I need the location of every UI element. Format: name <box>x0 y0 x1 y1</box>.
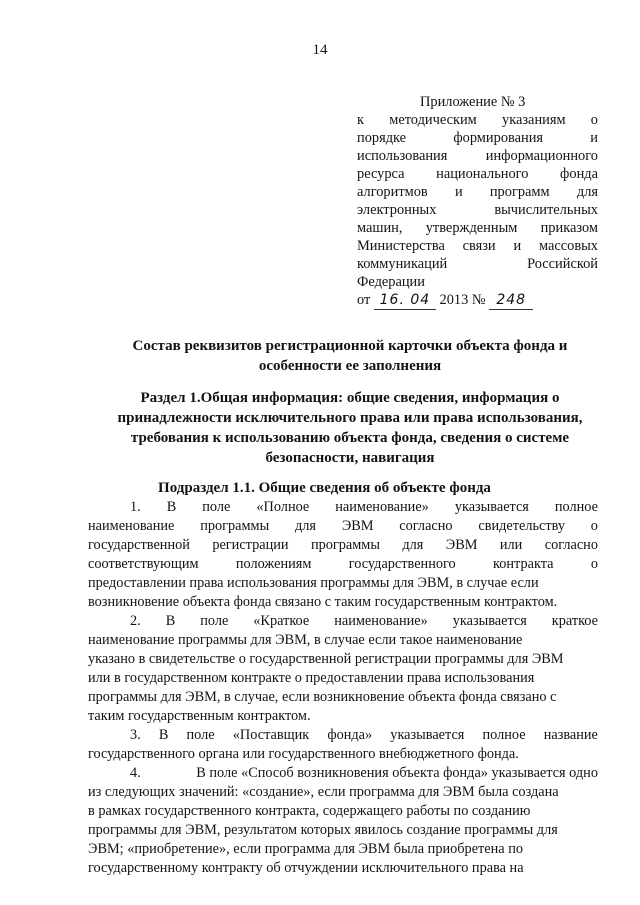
appendix-word: и <box>590 130 598 146</box>
paragraph-word: наименование» <box>334 613 428 629</box>
paragraph-word: «Поставщик <box>232 727 310 743</box>
paragraph-word: полное <box>482 727 526 743</box>
paragraph <box>88 498 598 612</box>
paragraph-line: ЭВМ; «приобретение», если программа для ЭВМ была приобретена по <box>88 841 524 857</box>
paragraph-word: указывается <box>454 499 529 515</box>
paragraph-line: из следующих значений: «создание», если программа для ЭВМ была создана <box>88 784 559 800</box>
paragraph-word: 2. <box>130 613 141 629</box>
number-handwritten: 248 <box>489 291 533 310</box>
section-title-line: принадлежности исключительного права или права использования, <box>117 410 583 426</box>
section-title-line: требования к использованию объекта фонда, сведения о системе <box>130 430 570 446</box>
appendix-word: вычислительных <box>494 202 598 218</box>
appendix-word: формирования <box>453 130 544 146</box>
paragraph-word: «Полное <box>256 499 310 515</box>
appendix-word: и <box>454 184 463 200</box>
appendix-word: связи <box>462 238 496 254</box>
paragraph-word: полное <box>554 499 598 515</box>
paragraph-word: или <box>499 537 523 553</box>
paragraph <box>88 764 598 878</box>
appendix-word: программ <box>489 184 550 200</box>
appendix-heading: Приложение № 3 <box>420 94 526 110</box>
paragraph-word: В <box>165 613 176 629</box>
paragraph-word: ЭВМ <box>445 537 478 553</box>
paragraph-word: В <box>166 499 177 515</box>
paragraph-line: программы для ЭВМ, результатом которых явилось создание программы для <box>88 822 558 838</box>
appendix-line <box>357 165 598 183</box>
appendix-line <box>357 201 598 219</box>
paragraph-line <box>88 612 598 631</box>
appendix-word: ресурса <box>357 166 405 182</box>
paragraph-word: поле <box>200 613 229 629</box>
paragraph-word: программы <box>200 518 270 534</box>
paragraph-word: для <box>295 518 317 534</box>
paragraph-word: «Краткое <box>253 613 310 629</box>
appendix-word: информационного <box>485 148 598 164</box>
paragraph-word: наименование» <box>335 499 429 515</box>
paragraph-word: 3. <box>130 727 141 743</box>
paragraph-word: согласно <box>544 537 598 553</box>
appendix-word: Министерства <box>357 238 445 254</box>
paragraph-word: указывается <box>452 613 527 629</box>
paragraph-word: краткое <box>551 613 598 629</box>
paragraph-line <box>88 536 598 555</box>
paragraph-line <box>88 498 598 517</box>
appendix-word: Российской <box>527 256 598 272</box>
paragraph-line: или в государственном контракте о предоставлении права использования <box>88 670 535 686</box>
appendix-last-line: Федерации <box>357 274 425 290</box>
paragraph-word: соответствующим <box>88 556 199 572</box>
appendix-word: использования <box>357 148 448 164</box>
appendix-line <box>357 129 598 147</box>
appendix-word: для <box>576 184 598 200</box>
subsection-title: Подраздел 1.1. Общие сведения об объекте фонда <box>158 480 491 496</box>
paragraph-word: государственного <box>348 556 456 572</box>
paragraph-word: поле <box>202 499 231 515</box>
paragraph-line: таким государственным контрактом. <box>88 708 311 724</box>
paragraph-word: государственной <box>88 537 190 553</box>
appendix-word: к <box>357 112 364 128</box>
document-title <box>64 336 636 376</box>
appendix-line <box>357 237 598 255</box>
appendix-word: электронных <box>357 202 437 218</box>
appendix-word: методическим <box>389 112 477 128</box>
paragraph-word: о <box>590 518 598 534</box>
section-title-line: Раздел 1.Общая информация: общие сведения, информация о <box>140 390 560 406</box>
appendix-lines <box>357 111 598 273</box>
appendix-block <box>357 93 598 310</box>
appendix-date-line <box>357 291 598 310</box>
paragraph-word: название <box>543 727 598 743</box>
appendix-word: массовых <box>538 238 598 254</box>
paragraph-word: указывается <box>390 727 465 743</box>
date-prefix: от <box>357 292 371 308</box>
paragraph <box>88 612 598 726</box>
paragraph-line: возникновение объекта фонда связано с таким государственным контрактом. <box>88 594 558 610</box>
appendix-word: фонда <box>560 166 598 182</box>
appendix-line <box>357 111 598 129</box>
paragraph-line: предоставлении права использования программы для ЭВМ, в случае если <box>88 575 539 591</box>
document-title-line: особенности ее заполнения <box>258 358 442 374</box>
paragraph-line: наименование программы для ЭВМ, в случае если такое наименование <box>88 632 523 648</box>
section-title-line: безопасности, навигация <box>265 450 435 466</box>
appendix-word: алгоритмов <box>357 184 428 200</box>
paragraph-word: регистрации <box>212 537 289 553</box>
appendix-line <box>357 183 598 201</box>
paragraph-word: наименование <box>88 518 175 534</box>
appendix-line <box>357 147 598 165</box>
appendix-word: коммуникаций <box>357 256 448 272</box>
paragraph-line <box>88 726 598 745</box>
date-handwritten: 16. 04 <box>374 291 436 310</box>
paragraph-line <box>88 517 598 536</box>
body-text <box>88 498 598 878</box>
appendix-word: порядке <box>357 130 407 146</box>
paragraph-line <box>88 555 598 574</box>
section-title <box>64 388 636 468</box>
appendix-word: машин, <box>357 220 403 236</box>
paragraph-line: государственному контракту об отчуждении исключительного права на <box>88 860 524 876</box>
paragraph-word: программы <box>310 537 380 553</box>
paragraph-word: контракта <box>493 556 554 572</box>
paragraph-word: В поле «Способ возникновения объекта фонда» указывается одно <box>196 765 598 781</box>
document-title-line: Состав реквизитов регистрационной карточки объекта фонда и <box>132 338 568 354</box>
page-number: 14 <box>312 42 328 58</box>
paragraph-word: поле <box>186 727 215 743</box>
appendix-word: национального <box>436 166 529 182</box>
paragraph-line: государственного органа или государственного внебюджетного фонда. <box>88 746 519 762</box>
paragraph-word: 4. <box>130 765 141 781</box>
paragraph-word: 1. <box>130 499 141 515</box>
paragraph-word: согласно <box>399 518 453 534</box>
paragraph-word: фонда» <box>327 727 373 743</box>
paragraph-line: программы для ЭВМ, в случае, если возникновение объекта фонда связано с <box>88 689 557 705</box>
appendix-word: о <box>590 112 598 128</box>
appendix-line <box>357 219 598 237</box>
paragraph-word: ЭВМ <box>341 518 374 534</box>
appendix-word: указаниям <box>502 112 566 128</box>
paragraph-word: В <box>158 727 169 743</box>
appendix-line <box>357 255 598 273</box>
appendix-word: утвержденным <box>425 220 518 236</box>
paragraph-word: о <box>590 556 598 572</box>
appendix-word: и <box>513 238 522 254</box>
date-year: 2013 № <box>439 292 486 308</box>
paragraph-word: для <box>402 537 424 553</box>
appendix-word: приказом <box>540 220 598 236</box>
paragraph-word: свидетельству <box>478 518 565 534</box>
paragraph-line <box>88 764 598 783</box>
paragraph-line: указано в свидетельстве о государственной регистрации программы для ЭВМ <box>88 651 564 667</box>
paragraph-line: в рамках государственного контракта, содержащего работы по созданию <box>88 803 531 819</box>
paragraph <box>88 726 598 764</box>
paragraph-word: положениям <box>235 556 312 572</box>
